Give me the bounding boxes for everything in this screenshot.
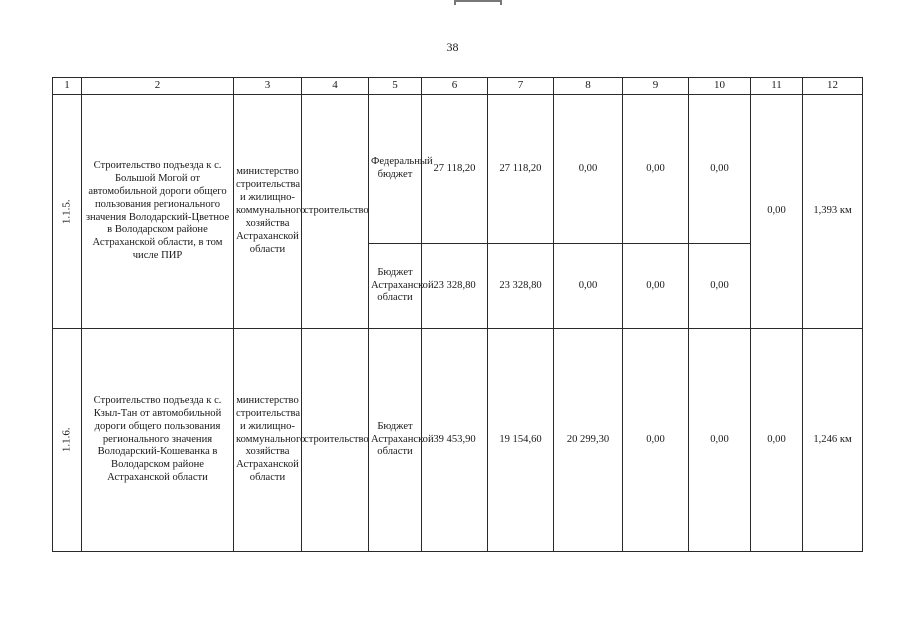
table-header-row: [53, 78, 863, 95]
funding-source-cell: Бюджет Астраханской области: [369, 244, 422, 329]
header-cell: 1: [53, 78, 82, 95]
work-type-cell: строительство: [302, 329, 369, 552]
value-cell: 0,00: [554, 244, 623, 329]
page-number: 38: [446, 40, 459, 54]
value-cell: 23 328,80: [488, 244, 554, 329]
header-cell: 8: [554, 78, 623, 95]
table-row: [53, 329, 863, 552]
item-number: 1.1.6.: [60, 427, 73, 453]
length-cell: 1,393 км: [803, 95, 863, 329]
value-cell: 27 118,20: [422, 95, 488, 244]
value-cell: 0,00: [689, 329, 751, 552]
value-cell: 0,00: [751, 329, 803, 552]
program-table: [52, 77, 863, 552]
item-number-cell: [53, 329, 82, 552]
value-cell: 20 299,30: [554, 329, 623, 552]
header-cell: 10: [689, 78, 751, 95]
header-cell: 2: [82, 78, 234, 95]
value-cell: 0,00: [623, 95, 689, 244]
agency-cell: министерство строительства и жилищно-коммунального хозяйства Астраханской области: [234, 329, 302, 552]
header-cell: 4: [302, 78, 369, 95]
value-cell: 0,00: [623, 244, 689, 329]
project-name-cell: Строительство подъезда к с. Кзыл-Тан от автомобильной дороги общего пользования регионального значения Володарский-Кошеванка в Володарском районе Астраханской области: [82, 329, 234, 552]
value-cell: 23 328,80: [422, 244, 488, 329]
value-cell: 27 118,20: [488, 95, 554, 244]
value-cell: 39 453,90: [422, 329, 488, 552]
agency-cell: министерство строительства и жилищно-коммунального хозяйства Астраханской области: [234, 95, 302, 329]
value-cell: 0,00: [689, 95, 751, 244]
value-cell: 19 154,60: [488, 329, 554, 552]
header-cell: 6: [422, 78, 488, 95]
value-cell: 0,00: [554, 95, 623, 244]
header-cell: 3: [234, 78, 302, 95]
value-cell: 0,00: [623, 329, 689, 552]
header-cell: 5: [369, 78, 422, 95]
header-cell: 9: [623, 78, 689, 95]
value-cell: 0,00: [689, 244, 751, 329]
funding-source-cell: Федеральный бюджет: [369, 95, 422, 244]
table-row: [53, 95, 863, 244]
length-cell: 1,246 км: [803, 329, 863, 552]
header-cell: 7: [488, 78, 554, 95]
value-cell: 0,00: [751, 95, 803, 329]
item-number: 1.1.5.: [60, 198, 73, 224]
header-cell: 12: [803, 78, 863, 95]
work-type-cell: строительство: [302, 95, 369, 329]
item-number-cell: [53, 95, 82, 329]
project-name-cell: Строительство подъезда к с. Большой Могой от автомобильной дороги общего пользования регионального значения Володарский-Цветное в Володарском районе Астраханской области, в том числе ПИР: [82, 95, 234, 329]
header-cell: 11: [751, 78, 803, 95]
funding-source-cell: Бюджет Астраханской области: [369, 329, 422, 552]
top-edge-mark: [454, 0, 502, 5]
